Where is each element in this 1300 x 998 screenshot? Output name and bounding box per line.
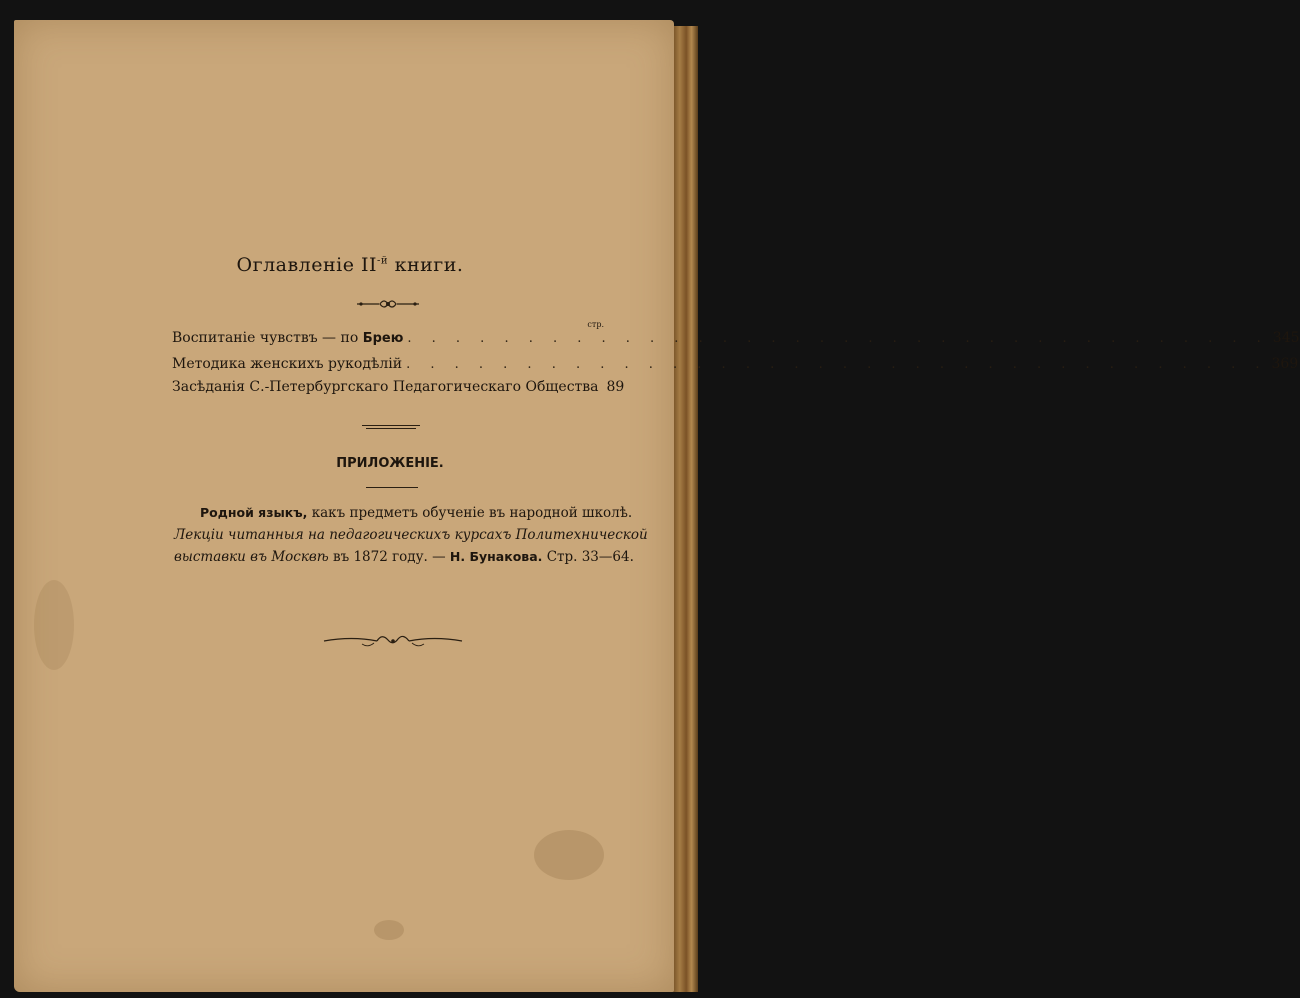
toc-entry-title: Засѣданія С.-Петербургскаго Педагогическаго Общества (172, 379, 599, 395)
title-main: Оглавленіе II (236, 254, 378, 276)
toc-entry-title: Методика женскихъ рукодѣлій (172, 356, 403, 372)
section-divider (366, 428, 416, 429)
title-superscript: -й (377, 255, 389, 267)
appendix-underline (366, 487, 418, 488)
toc-entry-title: Воспитаніе чувствъ — по Брею (172, 330, 404, 346)
paper-stain (34, 580, 74, 670)
closing-ornament (322, 630, 464, 650)
toc-page-number: 345 (1272, 330, 1300, 346)
appendix-line-3: выставки въ Москвѣ въ 1872 году. — Н. Бунакова. Стр. 33—64. (174, 549, 634, 565)
title-ornament (355, 296, 421, 312)
appendix-author: Н. Бунакова. (449, 549, 543, 564)
toc-entry-emphasis: Брею (362, 331, 404, 346)
title-tail: книги. (388, 254, 464, 276)
toc-row (172, 379, 625, 395)
page-column-label: стр. (587, 320, 604, 329)
toc-page-number: 369 (1271, 356, 1299, 372)
toc-page-number: 89 (606, 379, 625, 395)
page-title (0, 254, 700, 276)
paper-stain (534, 830, 604, 880)
appendix-title: ПРИЛОЖЕНІЕ. (336, 456, 444, 471)
appendix-line-1: Родной языкъ, какъ предметъ обученіе въ народной школѣ. (200, 505, 633, 521)
page-edge-stack (672, 26, 698, 992)
toc-row (172, 356, 1299, 372)
paper-stain (374, 920, 404, 940)
appendix-line-2: Лекціи читанныя на педагогическихъ курсахъ Политехнической (174, 527, 648, 543)
toc-leader-dots: . . . . . . . . . . . . . . . . . . . . . . . . . . . . . . . . . . . . (406, 357, 1268, 372)
toc-row (172, 330, 1300, 346)
appendix-work-title: Родной языкъ, (200, 505, 308, 520)
section-divider (362, 425, 420, 426)
toc-leader-dots: . . . . . . . . . . . . . . . . . . . . . . . . . . . . . . . . . . . . (407, 331, 1269, 346)
